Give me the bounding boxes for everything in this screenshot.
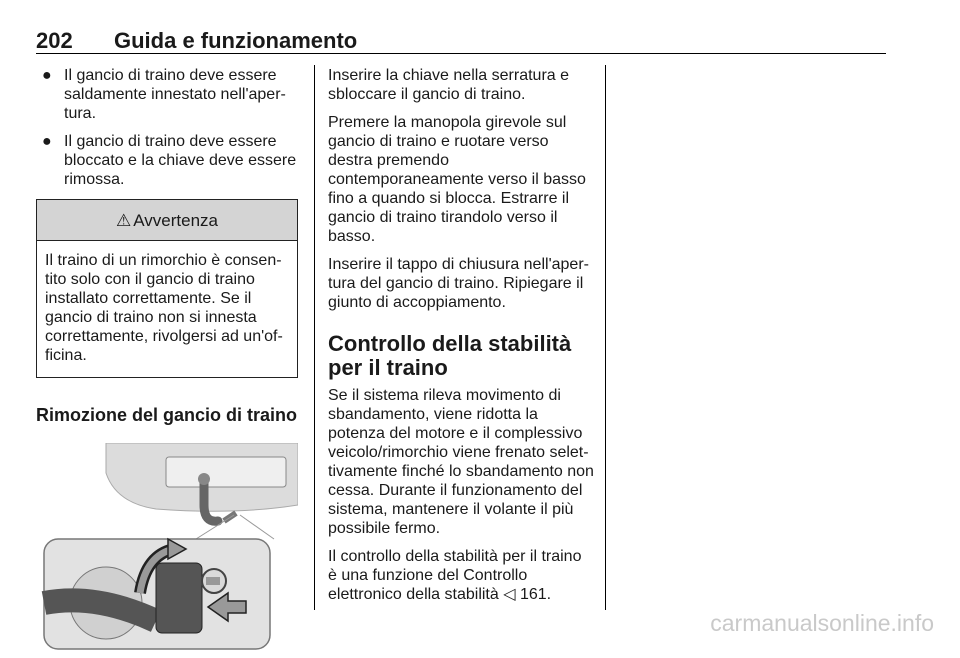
paragraph: Inserire il tappo di chiusura nell'aper-tura del gancio di traino. Ripiegare il giunto di accoppiamento. — [328, 256, 589, 311]
watermark: carmanualsonline.info — [710, 610, 934, 636]
paragraph-reference — [328, 547, 594, 604]
warning-title: Avvertenza — [133, 210, 218, 230]
column-middle — [328, 66, 594, 613]
bullet-dot: ● — [42, 67, 52, 84]
bullet-text: Il gancio di traino deve essere saldamente innestato nell'aper-tura. — [64, 67, 286, 122]
warning-triangle-icon: ⚠ — [116, 210, 132, 230]
bullet-item — [36, 66, 298, 123]
column-divider-1 — [314, 65, 315, 610]
heading-stability: Controllo della stabilità per il traino — [328, 331, 572, 380]
subheading-removal: Rimozione del gancio di traino — [36, 405, 298, 425]
column-divider-2 — [605, 65, 606, 610]
bullet-item — [36, 132, 298, 189]
paragraph: Inserire la chiave nella serratura e sbloccare il gancio di traino. — [328, 67, 570, 103]
paragraph: Se il sistema rileva movimento di sbandamento, viene ridotta la potenza del motore e il complessivo veicolo/rimorchio viene frenato selet-tivamente finché lo sbandamento non cessa. Durante il funzionamento del sistema, mantenere il volante il più possibile fermo. — [328, 387, 594, 537]
page-number: 202 — [36, 28, 73, 53]
column-left — [36, 66, 298, 658]
warning-header — [37, 200, 297, 241]
bullet-dot: ● — [42, 133, 52, 150]
paragraph-reference-text: Il controllo della stabilità per il traino è una funzione del Controllo elettronico della stabilità — [328, 548, 582, 603]
page-header — [36, 28, 886, 54]
bullet-text: Il gancio di traino deve essere bloccato e la chiave deve essere rimossa. — [64, 133, 297, 188]
warning-text: Il traino di un rimorchio è consen-tito solo con il gancio di traino installato correttamente. Se il gancio di traino non si innesta correttamente, rivolgersi ad un'of-ficina. — [45, 252, 283, 364]
page-reference-link[interactable]: 161. — [519, 586, 552, 603]
header-rule — [36, 53, 886, 54]
paragraph: Premere la manopola girevole sul gancio di traino e ruotare verso destra premendo contemporaneamente verso il basso fino a quando si blocca. Estrarre il gancio di traino tirandolo verso il basso. — [328, 114, 586, 245]
tow-hook-illustration — [36, 443, 298, 653]
warning-box — [36, 199, 298, 378]
section-title: Guida e funzionamento — [114, 28, 358, 53]
page-reference-icon: ◁ — [503, 586, 516, 603]
